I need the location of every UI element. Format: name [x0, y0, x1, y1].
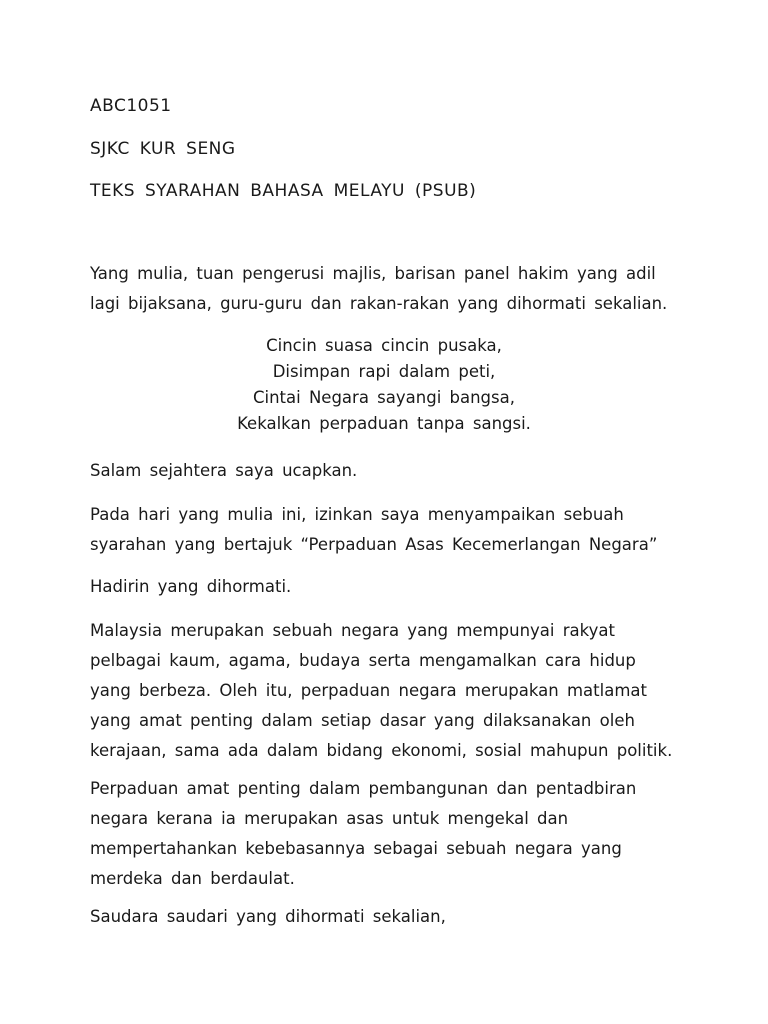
paragraph-line: kerajaan, sama ada dalam bidang ekonomi, sosial mahupun politik. [90, 741, 673, 760]
paragraph-line: lagi bijaksana, guru-guru dan rakan-rakan yang dihormati sekalian. [90, 294, 668, 313]
pantun-verse [184, 333, 584, 437]
salam-paragraph [90, 456, 690, 486]
intro-paragraph [90, 500, 690, 560]
pantun-line: Kekalkan perpaduan tanpa sangsi. [237, 414, 531, 433]
pantun-line: Cincin suasa cincin pusaka, [266, 336, 502, 355]
hadirin-paragraph [90, 572, 690, 602]
saudara-paragraph [90, 902, 690, 932]
greeting-paragraph [90, 259, 690, 319]
paragraph-line: yang amat penting dalam setiap dasar yang dilaksanakan oleh [90, 711, 635, 730]
body-paragraph-1 [90, 616, 690, 766]
paragraph-line: pelbagai kaum, agama, budaya serta mengamalkan cara hidup [90, 651, 636, 670]
paragraph-line: Pada hari yang mulia ini, izinkan saya menyampaikan sebuah [90, 505, 624, 524]
body-paragraph-2 [90, 774, 690, 894]
paragraph-line: Malaysia merupakan sebuah negara yang mempunyai rakyat [90, 621, 615, 640]
document-code: ABC1051 [90, 96, 172, 116]
paragraph-line: syarahan yang bertajuk “Perpaduan Asas Kecemerlangan Negara” [90, 535, 658, 554]
paragraph-line: mempertahankan kebebasannya sebagai sebuah negara yang [90, 839, 622, 858]
pantun-line: Cintai Negara sayangi bangsa, [252, 388, 515, 407]
pantun-line: Disimpan rapi dalam peti, [272, 362, 496, 381]
document-title: TEKS SYARAHAN BAHASA MELAYU (PSUB) [90, 181, 477, 201]
school-name: SJKC KUR SENG [90, 139, 236, 159]
paragraph-line: Perpaduan amat penting dalam pembangunan dan pentadbiran [90, 779, 637, 798]
paragraph-line: Hadirin yang dihormati. [90, 577, 292, 596]
paragraph-line: yang berbeza. Oleh itu, perpaduan negara merupakan matlamat [90, 681, 647, 700]
paragraph-line: Yang mulia, tuan pengerusi majlis, barisan panel hakim yang adil [90, 264, 656, 283]
paragraph-line: Salam sejahtera saya ucapkan. [90, 461, 358, 480]
paragraph-line: merdeka dan berdaulat. [90, 869, 295, 888]
paragraph-line: Saudara saudari yang dihormati sekalian, [90, 907, 446, 926]
paragraph-line: negara kerana ia merupakan asas untuk mengekal dan [90, 809, 569, 828]
